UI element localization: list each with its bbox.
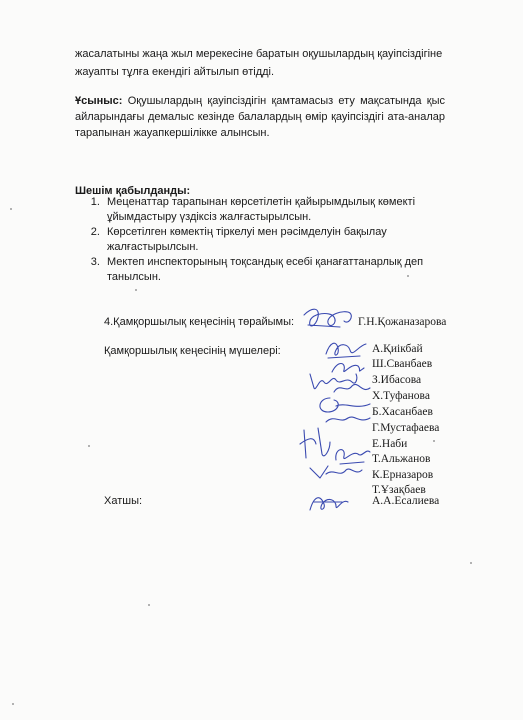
decision-heading: Шешім қабылданды: [75,185,191,197]
decision-item: 1. Меценаттар тарапынан көрсетілетін қайырымдылық көмекті ұйымдастыру үздіксіз жалғастырылсын. [103,195,463,225]
proposal-label: Ұсыныс: [75,95,123,107]
member-name: Б.Хасанбаев [372,406,433,418]
member-name: Ш.Сванбаев [372,358,433,370]
member-name: Т.Альжанов [372,453,431,465]
member-name: А.Қиікбай [372,343,423,355]
member-name: Г.Мустафаева [372,422,440,434]
secretary-name: А.А.Есалиева [372,495,440,507]
chair-name: Г.Н.Қожаназарова [358,316,447,328]
intro-line-1: жасалатыны жаңа жыл мерекесіне баратын оқушылардың қауіпсіздігіне [75,48,443,60]
proposal-text: Оқушылардың қауіпсіздігін қамтамасыз ету мақсатында қыс айларындағы демалыс кезінде балалардың өмір қауіпсіздігі ата-аналар тарапынан жауапкершілікке алынсын. [75,95,445,139]
members-label: Қамқоршылық кеңесінің мүшелері: [104,345,281,357]
secretary-signature [306,490,352,516]
scan-speck [148,604,150,606]
scan-speck [135,289,137,291]
scan-speck [470,562,472,564]
chair-signature [300,303,360,335]
scan-speck [433,440,435,442]
scan-speck [12,703,14,705]
member-name: З.Ибасова [372,374,422,386]
decision-list [75,195,463,285]
member-name: К.Ерназаров [372,469,434,481]
member-signature [306,460,366,482]
proposal-paragraph [75,93,445,141]
decision-item: 2. Көрсетілген көмектің тіркелуі мен рәсімделуін бақылау жалғастырылсын. [103,225,463,255]
member-name: Е.Наби [372,438,408,450]
member-name: Т.Ұзақбаев [372,484,426,496]
member-name: Х.Туфанова [372,390,430,402]
secretary-label: Хатшы: [104,495,143,507]
decision-item: 3. Мектеп инспекторының тоқсандық есебі қанағаттанарлық деп танылсын. [103,255,463,285]
scan-speck [407,275,409,277]
chair-label: 4.Қамқоршылық кеңесінің төрайымы: [104,316,295,328]
scan-speck [10,208,12,210]
intro-line-2: жауапты тұлға екендігі айтылып өтідді. [75,66,275,78]
scan-speck [88,445,90,447]
